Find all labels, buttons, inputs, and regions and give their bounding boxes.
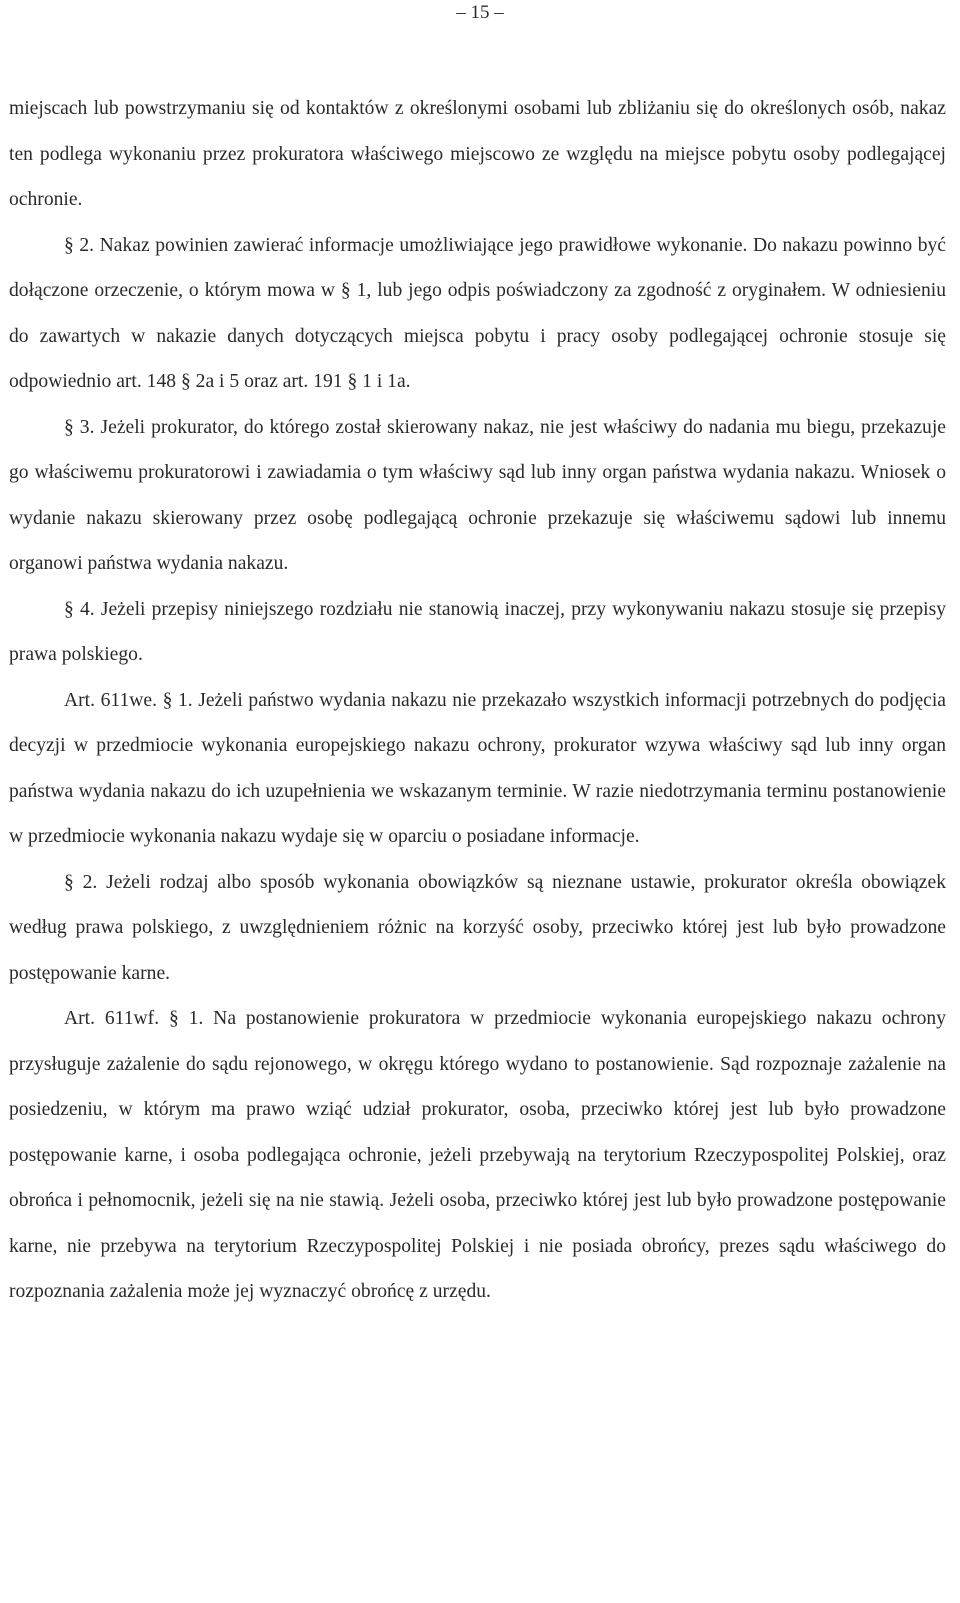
paragraph-section-4: § 4. Jeżeli przepisy niniejszego rozdziału nie stanowią inaczej, przy wykonywaniu nakazu stosuje się przepisy prawa polskiego.: [9, 598, 946, 665]
paragraph-continuation: miejscach lub powstrzymaniu się od kontaktów z określonymi osobami lub zbliżaniu się do określonych osób, nakaz ten podlega wykonaniu przez prokuratora właściwego miejscowo ze względu na miejsce pobytu osoby podlegającej ochronie.: [9, 98, 946, 210]
paragraph-section-2: § 2. Nakaz powinien zawierać informacje umożliwiające jego prawidłowe wykonanie. Do nakazu powinno być dołączone orzeczenie, o którym mowa w § 1, lub jego odpis poświadczony za zgodność z oryginałem. W odniesieniu do zawartych w nakazie danych dotyczących miejsca pobytu i pracy osoby podlegającej ochronie stosuje się odpowiednio art. 148 § 2a i 5 oraz art. 191 § 1 i 1a.: [9, 234, 946, 392]
paragraph-art-611we-section-2: § 2. Jeżeli rodzaj albo sposób wykonania obowiązków są nieznane ustawie, prokurator określa obowiązek według prawa polskiego, z uwzględnieniem różnic na korzyść osoby, przeciwko której jest lub było prowadzone postępowanie karne.: [9, 871, 946, 984]
paragraph-art-611we-section-1: Art. 611we. § 1. Jeżeli państwo wydania nakazu nie przekazało wszystkich informacji potrzebnych do podjęcia decyzji w przedmiocie wykonania europejskiego nakazu ochrony, prokurator wzywa właściwy sąd lub inny organ państwa wydania nakazu do ich uzupełnienia we wskazanym terminie. W razie niedotrzymania terminu postanowienie w przedmiocie wykonania nakazu wydaje się w oparciu o posiadane informacje.: [9, 689, 946, 847]
paragraph-art-611wf-section-1: Art. 611wf. § 1. Na postanowienie prokuratora w przedmiocie wykonania europejskiego nakazu ochrony przysługuje zażalenie do sądu rejonowego, w okręgu którego wydano to postanowienie. Sąd rozpoznaje zażalenie na posiedzeniu, w którym ma prawo wziąć udział prokurator, osoba, przeciwko której jest lub było prowadzone postępowanie karne, i osoba podlegająca ochronie, jeżeli przebywają na terytorium Rzeczypospolitej Polskiej, oraz obrońca i pełnomocnik, jeżeli się na nie stawią. Jeżeli osoba, przeciwko której jest lub było prowadzone postępowanie karne, nie przebywa na terytorium Rzeczypospolitej Polskiej i nie posiada obrońcy, prezes sądu właściwego do rozpoznania zażalenia może jej wyznaczyć obrońcę z urzędu.: [9, 1008, 946, 1302]
page-number: – 15 –: [456, 2, 504, 23]
document-body: [9, 86, 946, 1315]
paragraph-section-3: § 3. Jeżeli prokurator, do którego został skierowany nakaz, nie jest właściwy do nadania mu biegu, przekazuje go właściwemu prokuratorowi i zawiadamia o tym właściwy sąd lub inny organ państwa wydania nakazu. Wniosek o wydanie nakazu skierowany przez osobę podlegającą ochronie przekazuje się właściwemu sądowi lub innemu organowi państwa wydania nakazu.: [9, 416, 946, 574]
